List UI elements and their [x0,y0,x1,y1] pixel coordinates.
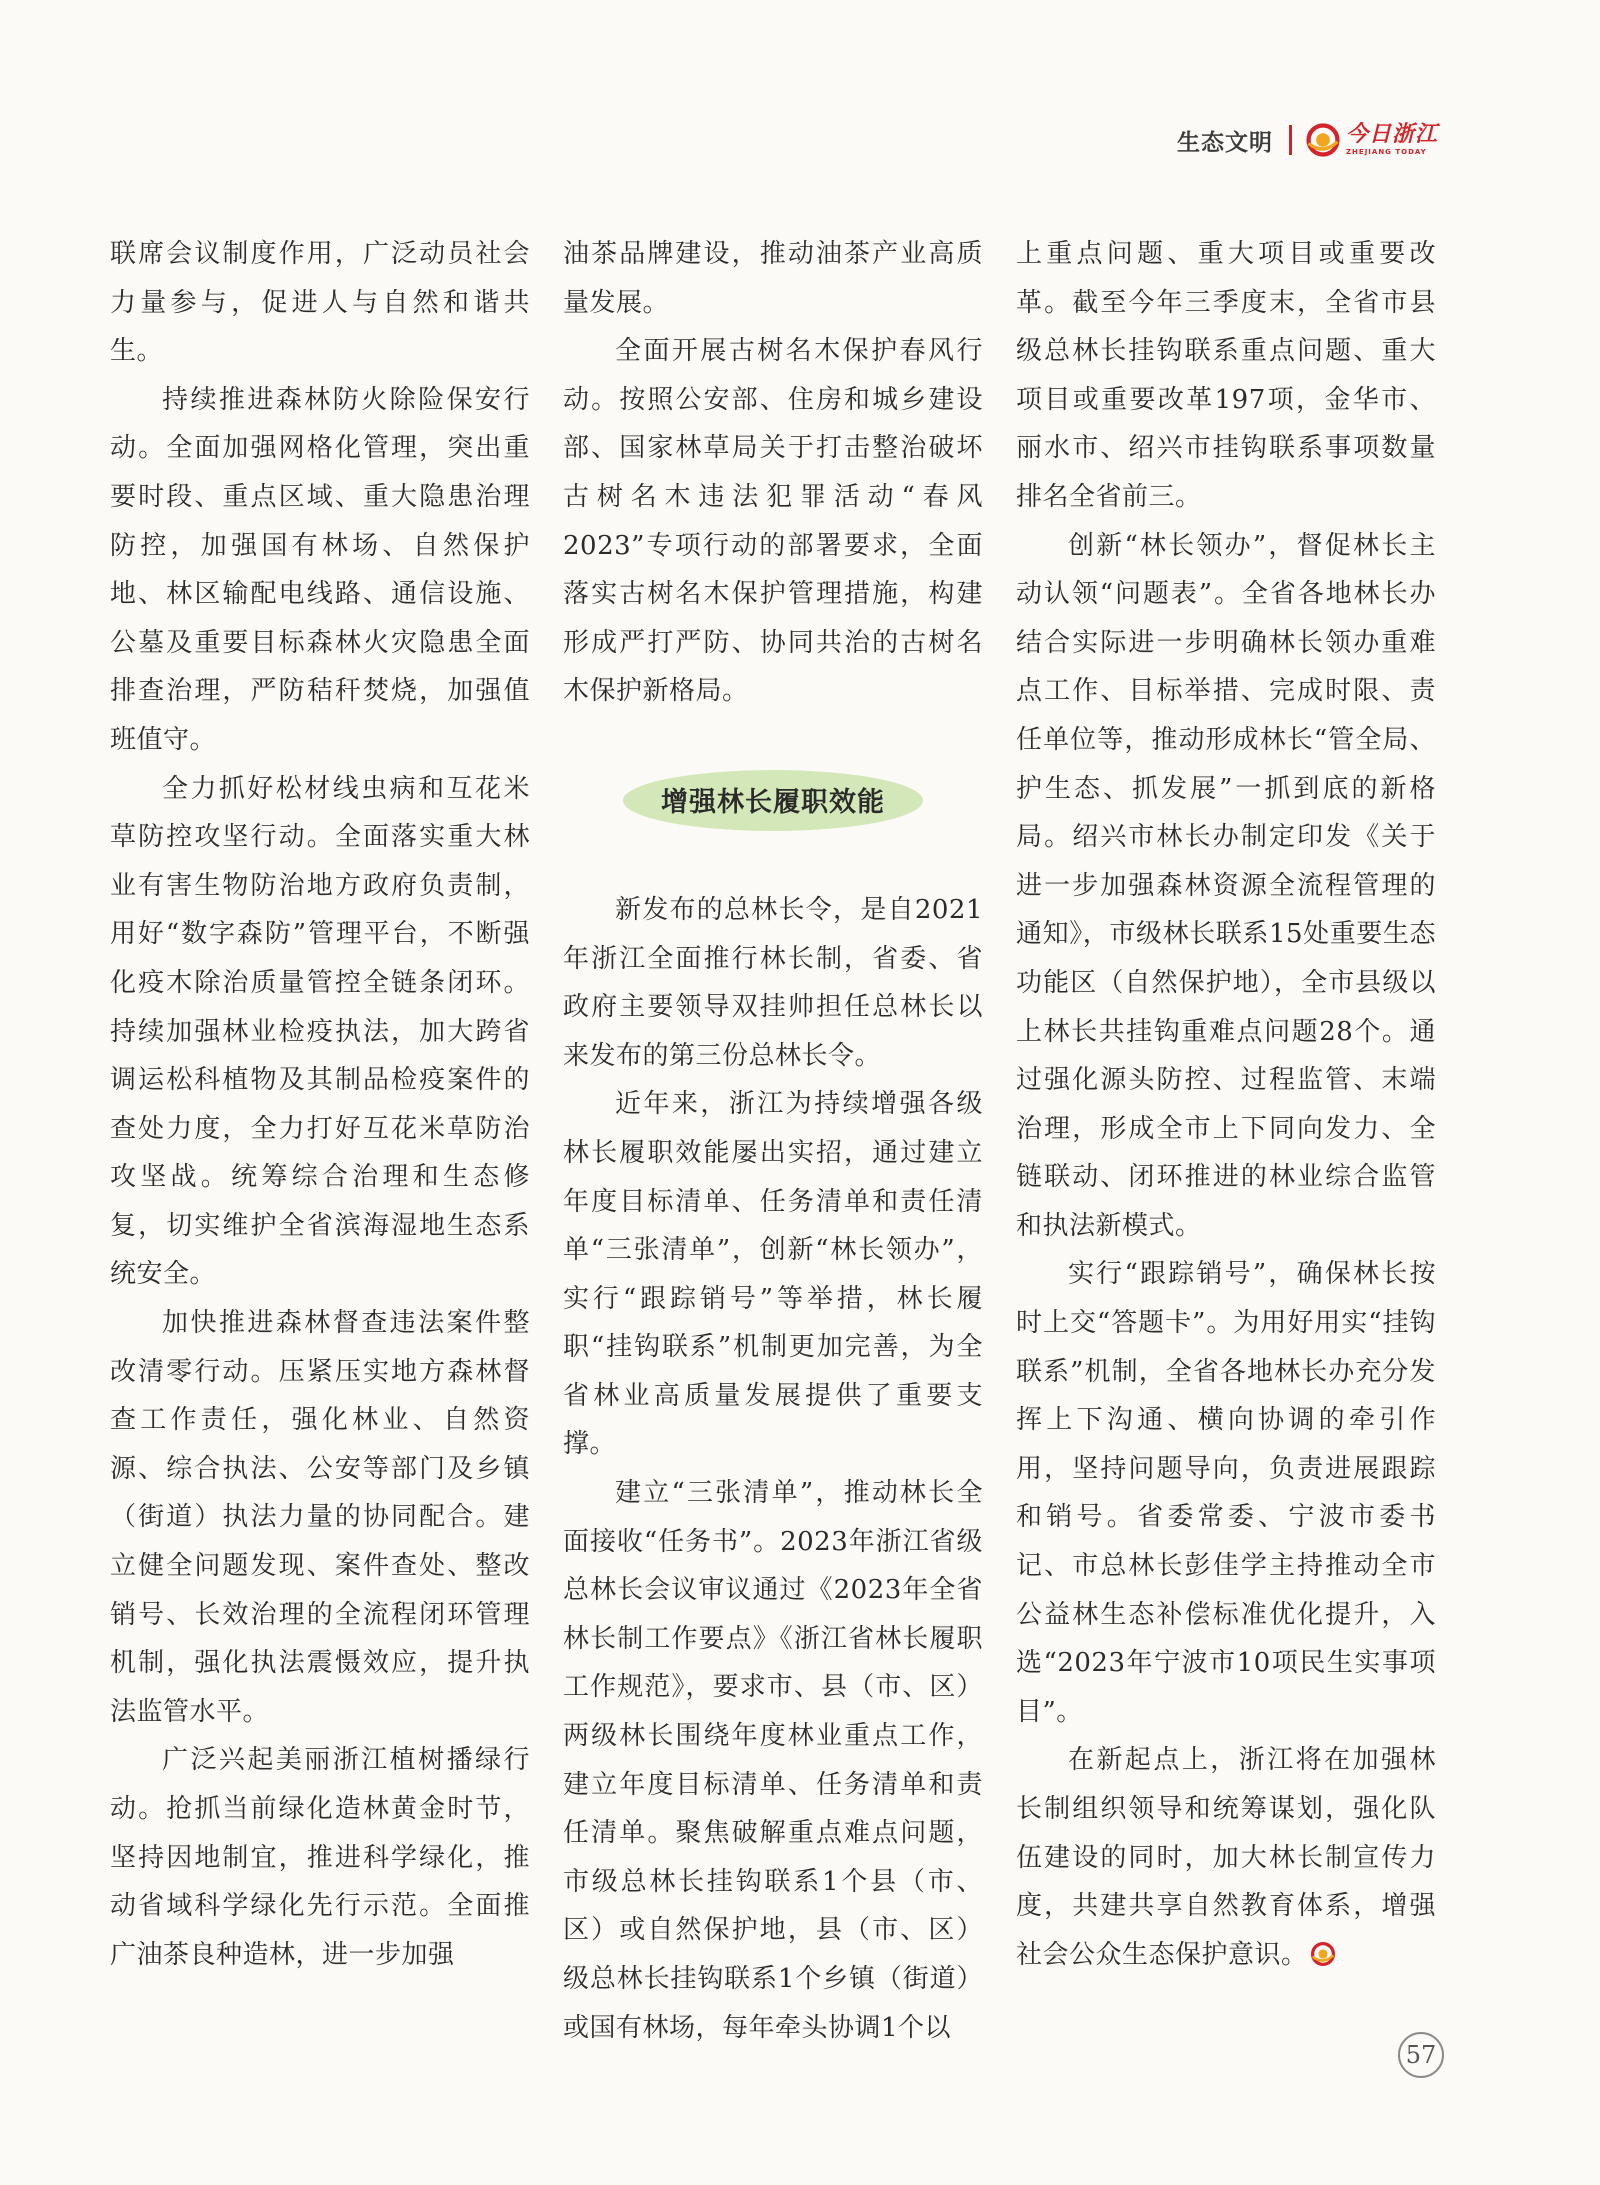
paragraph: 全面开展古树名木保护春风行动。按照公安部、住房和城乡建设部、国家林草局关于打击整治破坏古树名木违法犯罪活动“春风2023”专项行动的部署要求，全面落实古树名木保护管理措施，构建形成严打严防、协同共治的古树名木保护新格局。 [563,336,983,707]
column-3 [1016,230,1436,1979]
paragraph: 建立“三张清单”，推动林长全面接收“任务书”。2023年浙江省级总林长会议审议通过《2023年全省林长制工作要点》《浙江省林长履职工作规范》，要求市、县（市、区）两级林长围绕年度林业重点工作，建立年度目标清单、任务清单和责任清单。聚焦破解重点难点问题，市级总林长挂钩联系1个县（市、区）或自然保护地，县（市、区）级总林长挂钩联系1个乡镇（街道）或国有林场，每年牵头协调1个以 [563,1478,983,2043]
paragraph: 创新“林长领办”，督促林长主动认领“问题表”。全省各地林长办结合实际进一步明确林长领办重难点工作、目标举措、完成时限、责任单位等，推动形成林长“管全局、护生态、抓发展”一抓到底的新格局。绍兴市林长办制定印发《关于进一步加强森林资源全流程管理的通知》，市级林长联系15处重要生态功能区（自然保护地），全市县级以上林长共挂钩重难点问题28个。通过强化源头防控、过程监管、末端治理，形成全市上下同向发力、全链联动、闭环推进的林业综合监管和执法新模式。 [1016,530,1436,1241]
paragraph: 实行“跟踪销号”，确保林长按时上交“答题卡”。为用好用实“挂钩联系”机制，全省各地林长办充分发挥上下沟通、横向协调的牵引作用，坚持问题导向，负责进展跟踪和销号。省委常委、宁波市委书记、市总林长彭佳学主持推动全市公益林生态补偿标准优化提升，入选“2023年宁波市10项民生实事项目”。 [1016,1259,1436,1727]
end-swirl-icon [1310,1941,1336,1967]
logo-english-name: ZHEJIANG TODAY [1345,148,1427,156]
paragraph: 持续推进森林防火除险保安行动。全面加强网格化管理，突出重要时段、重点区域、重大隐患治理防控，加强国有林场、自然保护地、林区输配电线路、通信设施、公墓及重要目标森林火灾隐患全面排查治理，严防秸秆焚烧，加强值班值守。 [110,384,530,755]
column-1 [110,230,530,1979]
subheading-container [563,716,983,886]
paragraph: 新发布的总林长令，是自2021年浙江全面推行林长制，省委、省政府主要领导双挂帅担任总林长以来发布的第三份总林长令。 [563,894,983,1071]
paragraph: 全力抓好松材线虫病和互花米草防控攻坚行动。全面落实重大林业有害生物防治地方政府负责制，用好“数字森防”管理平台，不断强化疫木除治质量管控全链条闭环。持续加强林业检疫执法，加大跨省调运松科植物及其制品检疫案件的查处力度，全力打好互花米草防治攻坚战。统筹综合治理和生态修复，切实维护全省滨海湿地生态系统安全。 [110,773,530,1290]
header-divider [1289,125,1292,155]
paragraph: 广泛兴起美丽浙江植树播绿行动。抢抓当前绿化造林黄金时节，坚持因地制宜，推进科学绿化，推动省域科学绿化先行示范。全面推广油茶良种造林，进一步加强 [110,1745,530,1970]
section-subheading: 增强林长履职效能 [623,770,923,831]
section-name: 生态文明 [1176,129,1273,156]
paragraph: 上重点问题、重大项目或重要改革。截至今年三季度末，全省市县级总林长挂钩联系重点问题、重大项目或重要改革197项，金华市、丽水市、绍兴市挂钩联系事项数量排名全省前三。 [1016,239,1436,512]
logo-text [1346,124,1438,156]
paragraph: 联席会议制度作用，广泛动员社会力量参与，促进人与自然和谐共生。 [110,239,530,367]
column-2 [563,230,983,2052]
swirl-logo-icon [1306,123,1340,157]
page-number: 57 [1398,2032,1444,2078]
page-header [1177,118,1438,162]
magazine-logo [1306,123,1438,157]
paragraph-text: 在新起点上，浙江将在加强林长制组织领导和统筹谋划，强化队伍建设的同时，加大林长制宣传力度，共建共享自然教育体系，增强社会公众生态保护意识。 [1016,1745,1436,1970]
paragraph: 近年来，浙江为持续增强各级林长履职效能屡出实招，通过建立年度目标清单、任务清单和责任清单“三张清单”，创新“林长领办”，实行“跟踪销号”等举措，林长履职“挂钩联系”机制更加完善，为全省林业高质量发展提供了重要支撑。 [563,1089,983,1460]
paragraph: 加快推进森林督查违法案件整改清零行动。压紧压实地方森林督查工作责任，强化林业、自然资源、综合执法、公安等部门及乡镇（街道）执法力量的协同配合。建立健全问题发现、案件查处、整改销号、长效治理的全流程闭环管理机制，强化执法震慑效应，提升执法监管水平。 [110,1308,530,1727]
paragraph-last [1016,1736,1436,1979]
paragraph: 油茶品牌建设，推动油茶产业高质量发展。 [563,239,983,318]
logo-chinese-name: 今日浙江 [1345,122,1438,147]
